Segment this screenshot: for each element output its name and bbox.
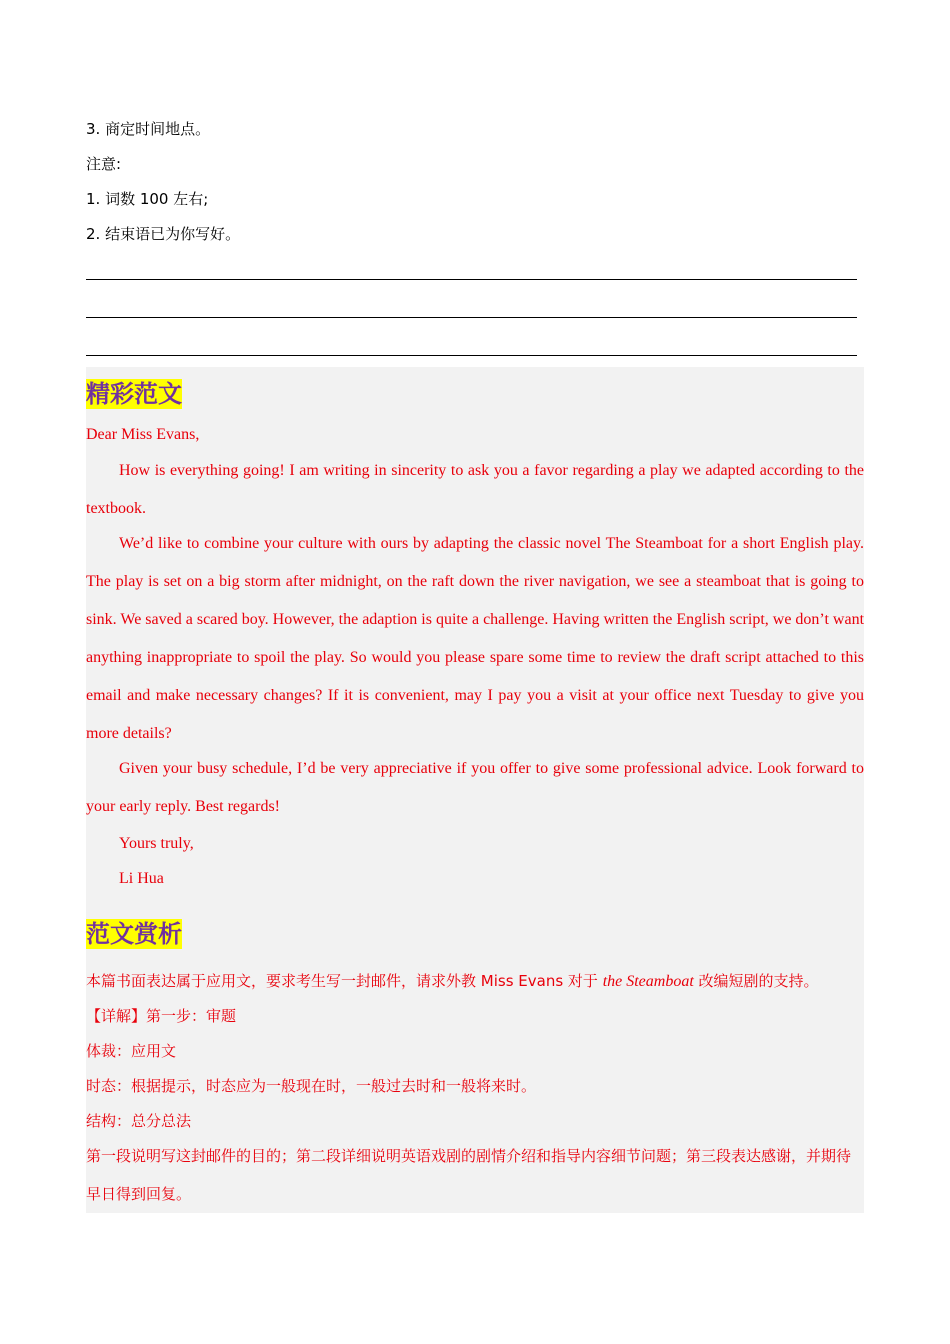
answer-line-2 (86, 290, 864, 328)
prompt-section (86, 112, 864, 366)
analysis-genre: 体裁：应用文 (86, 1042, 177, 1060)
analysis-tense: 时态：根据提示，时态应为一般现在时，一般过去时和一般将来时。 (86, 1077, 537, 1095)
analysis-summary: 第一段说明写这封邮件的目的；第二段详细说明英语戏剧的剧情介绍和指导内容细节问题；第三段表达感谢，并期待早日得到回复。 (86, 1147, 852, 1203)
note-closing: 2. 结束语已为你写好。 (86, 225, 241, 243)
analysis-structure: 结构：总分总法 (86, 1112, 192, 1130)
notes-label: 注意: (86, 155, 122, 173)
analysis-intro: 本篇书面表达属于应用文，要求考生写一封邮件，请求外教 Miss Evans 对于 the Steamboat 改编短剧的支持。 (86, 972, 819, 990)
analysis-detail: 【详解】第一步：审题 (86, 1007, 237, 1025)
answer-line-3 (86, 328, 864, 366)
analysis-section (86, 912, 864, 1213)
letter-signature: Li Hua (119, 870, 164, 887)
answer-line-1 (86, 252, 864, 290)
novel-title: the Steamboat (602, 973, 694, 990)
prompt-item-3: 3. 商定时间地点。 (86, 120, 211, 138)
sample-essay-section (86, 367, 864, 912)
letter-closing: Yours truly, (119, 835, 194, 852)
sample-heading: 精彩范文 (86, 380, 182, 408)
letter-paragraph-1: How is everything going! I am writing in sincerity to ask you a favor regarding a play we adapted according to the textbook. (86, 462, 864, 517)
letter-greeting: Dear Miss Evans, (86, 426, 200, 443)
analysis-heading: 范文赏析 (86, 920, 182, 948)
letter-paragraph-3: Given your busy schedule, I’d be very appreciative if you offer to give some professional advice. Look forward to your early reply. Best regards! (86, 760, 864, 815)
letter-paragraph-2: We’d like to combine your culture with ours by adapting the classic novel The Steamboat for a short English play. The play is set on a big storm after midnight, on the raft down the river navigation, we see a steamboat that is going to sink. We saved a scared boy. However, the adaption is quite a challenge. Having written the English script, we don’t want anything inappropriate to spoil the play. So would you please spare some time to review the draft script attached to this email and make necessary changes? If it is convenient, may I pay you a visit at your office next Tuesday to give you more details? (86, 535, 865, 742)
note-word-count: 1. 词数 100 左右; (86, 190, 209, 208)
